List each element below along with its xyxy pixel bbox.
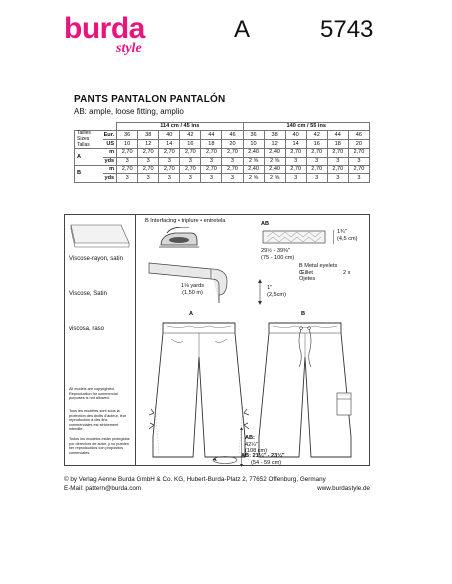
yardage-cell: 2 ⅝ — [243, 174, 264, 182]
yardage-cell: 2,70 — [306, 149, 327, 157]
tape-width — [267, 285, 286, 298]
drawstring-cord-icon — [261, 229, 327, 247]
yardage-cell: 3 — [117, 174, 138, 182]
size-cell: 46 — [348, 131, 369, 140]
yardage-cell: 2,70 — [327, 149, 348, 157]
yardage-cell: 2,40 — [264, 149, 285, 157]
yardage-cell: 3 — [348, 157, 369, 165]
table-row — [75, 157, 370, 165]
yardage-cell: 2,70 — [222, 165, 243, 173]
yardage-cell: 2,70 — [117, 149, 138, 157]
length-cm: (108 cm) — [245, 448, 268, 455]
eyelets-es: Ojetes — [299, 276, 316, 283]
size-cell: 40 — [159, 131, 180, 140]
yardage-cell: 2,70 — [285, 165, 306, 173]
interfacing-label: B Interfacing • triplure • entretela — [145, 218, 226, 224]
size-label: Tallas — [77, 141, 90, 148]
interfacing-length — [181, 283, 204, 296]
yardage-cell: 2,70 — [348, 165, 369, 173]
yardage-cell: 2,70 — [180, 149, 201, 157]
size-cell: 44 — [327, 131, 348, 140]
yardage-cell: 2,40 — [243, 149, 264, 157]
yardage-cell: 3 — [348, 174, 369, 182]
yardage-cell: 3 — [327, 174, 348, 182]
length-in: 42¼" — [245, 441, 258, 448]
yardage-cell: 2,70 — [180, 165, 201, 173]
copyright-en: All models are copyrighted. Reproduction for commercial purposes is not allowed. — [69, 387, 118, 401]
unit-yds: yds — [103, 174, 117, 182]
panel-divider — [135, 215, 136, 465]
view-b-row-label: B — [75, 165, 103, 182]
size-cell: 42 — [306, 131, 327, 140]
yardage-cell: 2,70 — [201, 165, 222, 173]
eyelets-en: B Metal eyelets — [299, 263, 338, 269]
yardage-cell: 3 — [159, 157, 180, 165]
fabric-width-right: 140 cm / 55 ins — [243, 123, 369, 131]
hem-label: AB: 21¼" - 23¼" — [241, 453, 285, 459]
view-b-label: B — [301, 311, 306, 317]
logo-burda-text: burda — [64, 12, 145, 45]
hem-measure — [241, 453, 285, 466]
size-cell: 38 — [264, 131, 285, 140]
size-label: Sizes — [77, 135, 90, 142]
us-label: US — [103, 140, 117, 149]
hem-width-icon — [211, 455, 239, 465]
yardage-cell: 3 — [285, 174, 306, 182]
interfacing-meters: (1,50 m) — [182, 289, 203, 296]
size-cell: 40 — [285, 131, 306, 140]
size-cell: 44 — [201, 131, 222, 140]
cord-length-in: 29½ - 39⅜" — [261, 248, 290, 254]
yardage-cell: 3 — [159, 174, 180, 182]
size-cell: 10 — [117, 140, 138, 149]
footer-copyright: © by Verlag Aenne Burda GmbH & Co. KG, Hubert-Burda-Platz 2, 77652 Offenburg, Germany — [64, 476, 326, 483]
interfacing-roll-icon — [147, 255, 233, 305]
iron-icon — [157, 227, 201, 251]
size-cell: 20 — [348, 140, 369, 149]
eyelets-label — [299, 263, 337, 283]
cord-width-in: 1¾" — [337, 229, 347, 235]
cord-width-arrow-icon — [331, 229, 336, 245]
size-cell: 36 — [117, 131, 138, 140]
size-yardage-table — [74, 122, 370, 183]
size-cell: 14 — [285, 140, 306, 149]
fabric-width-left: 114 cm / 45 ins — [117, 123, 243, 131]
eyelets-qty: 2 x — [343, 270, 351, 276]
size-cell: 18 — [327, 140, 348, 149]
fabric-es: viscosa, raso — [69, 326, 105, 332]
yardage-cell: 3 — [222, 174, 243, 182]
yardage-cell: 2,70 — [285, 149, 306, 157]
size-cell: 20 — [222, 140, 243, 149]
size-cell: 12 — [138, 140, 159, 149]
table-row — [75, 140, 370, 149]
table-row — [75, 174, 370, 182]
tape-width-in: 1" — [267, 285, 273, 291]
cord-width — [337, 229, 358, 242]
pattern-number: 5743 — [320, 16, 374, 43]
footer-website-link[interactable]: www.burdastyle.de — [317, 485, 370, 492]
tape-width-cm: (2,5cm) — [267, 291, 286, 298]
garment-title-block — [74, 94, 370, 116]
yardage-cell: 2,70 — [222, 149, 243, 157]
unit-yds: yds — [103, 157, 117, 165]
cord-length-cm: (75 - 100 cm) — [261, 254, 295, 261]
unit-m: m — [103, 149, 117, 157]
fabric-de: Viscose, Satin — [69, 291, 107, 297]
eyelets-fr: Œillet — [299, 269, 313, 276]
size-cell: 14 — [159, 140, 180, 149]
view-a-row-label: A — [75, 149, 103, 166]
yardage-cell: 2,70 — [117, 165, 138, 173]
garment-subtitle: AB: ample, loose fitting, amplio — [74, 107, 184, 116]
size-label: Tailles — [77, 130, 91, 137]
yardage-cell: 2,70 — [138, 165, 159, 173]
yardage-cell: 2 ⅝ — [243, 157, 264, 165]
yardage-cell: 3 — [201, 174, 222, 182]
size-cell: 12 — [264, 140, 285, 149]
yardage-cell: 2,70 — [159, 165, 180, 173]
size-cell: 42 — [180, 131, 201, 140]
eur-label: Eur. — [103, 131, 117, 140]
tape-width-arrow-icon — [257, 279, 263, 305]
yardage-cell: 2,70 — [327, 165, 348, 173]
yardage-cell: 2,70 — [138, 149, 159, 157]
yardage-cell: 3 — [117, 157, 138, 165]
yardage-cell: 3 — [327, 157, 348, 165]
cord-length — [261, 248, 294, 261]
length-measure — [245, 435, 267, 455]
unit-m: m — [103, 165, 117, 173]
yardage-cell: 3 — [201, 157, 222, 165]
yardage-cell: 3 — [180, 174, 201, 182]
pants-view-a-illustration — [149, 317, 249, 463]
interfacing-yards: 1⅛ yards — [181, 283, 205, 289]
yardage-cell: 3 — [138, 157, 159, 165]
table-row — [75, 149, 370, 157]
yardage-cell: 3 — [306, 174, 327, 182]
burda-style-logo — [64, 14, 154, 60]
yardage-cell: 2 ⅝ — [264, 174, 285, 182]
yardage-cell: 3 — [180, 157, 201, 165]
size-cell: 16 — [180, 140, 201, 149]
yardage-cell: 2,70 — [348, 149, 369, 157]
yardage-cell: 2,70 — [201, 149, 222, 157]
size-cell: 16 — [306, 140, 327, 149]
size-cell: 46 — [222, 131, 243, 140]
fabric-swatch-icon — [69, 221, 131, 249]
yardage-cell: 3 — [222, 157, 243, 165]
yardage-cell: 3 — [138, 174, 159, 182]
illustration-panel — [64, 214, 370, 466]
size-cell: 38 — [138, 131, 159, 140]
pants-view-b-illustration — [255, 317, 355, 463]
footer — [64, 475, 370, 493]
ab-cord-label: AB — [261, 221, 270, 227]
table-row — [75, 123, 370, 131]
hem-cm: (54 - 59 cm) — [251, 459, 282, 466]
yardage-cell: 2,40 — [243, 165, 264, 173]
yardage-cell: 2,70 — [306, 165, 327, 173]
yardage-cell: 3 — [285, 157, 306, 165]
copyright-es: Todos los modelos están protegidos por derechos de autor, y no pueden ser reproducidos con propósitos comerciales. — [69, 437, 130, 455]
cord-width-cm: (4,5 cm) — [337, 235, 358, 242]
logo-style-text: style — [116, 41, 142, 56]
size-cell: 10 — [243, 140, 264, 149]
footer-email[interactable]: E-Mail: pattern@burda.com — [64, 485, 142, 492]
fabric-en: Viscose-rayon, satin — [69, 256, 123, 262]
yardage-cell: 2 ⅝ — [264, 157, 285, 165]
size-cell: 18 — [201, 140, 222, 149]
yardage-cell: 2,70 — [159, 149, 180, 157]
yardage-cell: 3 — [306, 157, 327, 165]
table-row — [75, 165, 370, 173]
yardage-cell: 2,40 — [264, 165, 285, 173]
size-cell: 36 — [243, 131, 264, 140]
garment-title: PANTS PANTALON PANTALÓN — [74, 94, 226, 105]
view-a-label: A — [189, 311, 194, 317]
length-label: AB: — [245, 435, 255, 441]
view-letter: A — [234, 16, 251, 43]
table-row — [75, 131, 370, 140]
copyright-fr: Tous les modèles sont sous la protection des droits d'auteur, leur reproduction à des fins commerciales est strictement interdite. — [69, 409, 127, 432]
